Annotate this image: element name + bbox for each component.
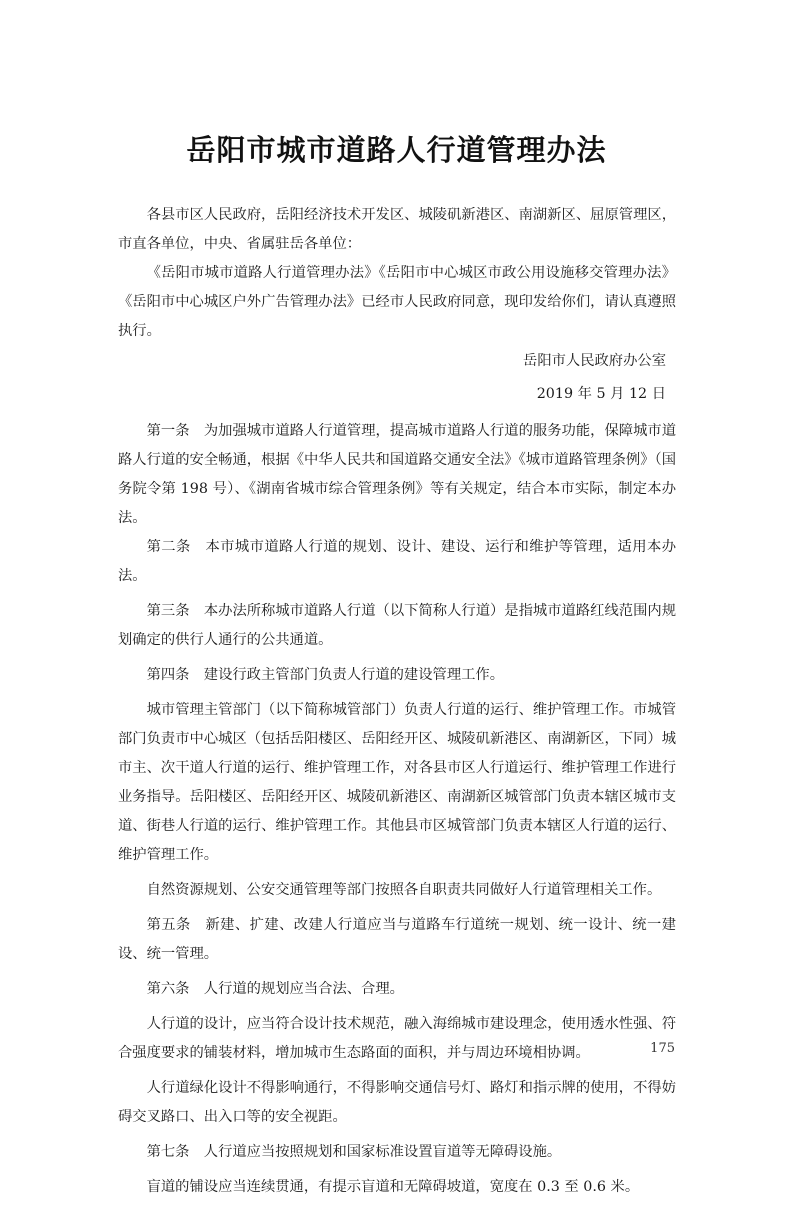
article-6: 第六条 人行道的规划应当合法、合理。 xyxy=(146,981,404,997)
article-2: 第二条 本市城市道路人行道的规划、设计、建设、运行和维护等管理，适用本办法。 xyxy=(118,539,676,584)
article-4-para-3: 自然资源规划、公安交通管理等部门按照各自职责共同做好人行道管理相关工作。 xyxy=(146,882,662,898)
document-title: 岳阳市城市道路人行道管理办法 xyxy=(186,133,607,167)
article-6-para-3: 人行道绿化设计不得影响通行，不得影响交通信号灯、路灯和指示牌的使用，不得妨碍交叉路口、出入口等的安全视距。 xyxy=(118,1080,676,1125)
document-body xyxy=(118,201,676,1208)
page-number: 175 xyxy=(650,1041,675,1056)
addressee-paragraph: 各县市区人民政府，岳阳经济技术开发区、城陵矶新港区、南湖新区、屈原管理区，市直各单位，中央、省属驻岳各单位： xyxy=(118,207,676,252)
article-7: 第七条 人行道应当按照规划和国家标准设置盲道等无障碍设施。 xyxy=(146,1144,562,1160)
issue-date: 2019 年 5 月 12 日 xyxy=(536,386,666,402)
article-4: 第四条 建设行政主管部门负责人行道的建设管理工作。 xyxy=(146,667,505,683)
article-4-para-2: 城市管理主管部门（以下简称城管部门）负责人行道的运行、维护管理工作。市城管部门负责市中心城区（包括岳阳楼区、岳阳经开区、城陵矶新港区、南湖新区，下同）城市主、次干道人行道的运行、维护管理工作，对各县市区人行道运行、维护管理工作进行业务指导。岳阳楼区、岳阳经开区、城陵矶新港区、南湖新区城管部门负责本辖区城市支道、街巷人行道的运行、维护管理工作。其他县市区城管部门负责本辖区人行道的运行、维护管理工作。 xyxy=(118,702,676,863)
article-3: 第三条 本办法所称城市道路人行道（以下简称人行道）是指城市道路红线范围内规划确定的供行人通行的公共通道。 xyxy=(118,603,676,648)
notice-paragraph: 《岳阳市城市道路人行道管理办法》《岳阳市中心城区市政公用设施移交管理办法》《岳阳市中心城区户外广告管理办法》已经市人民政府同意，现印发给你们，请认真遵照执行。 xyxy=(118,265,676,339)
article-6-para-2: 人行道的设计，应当符合设计技术规范，融入海绵城市建设理念，使用透水性强、符合强度要求的铺装材料，增加城市生态路面的面积，并与周边环境相协调。 xyxy=(118,1016,676,1061)
article-1: 第一条 为加强城市道路人行道管理，提高城市道路人行道的服务功能，保障城市道路人行道的安全畅通，根据《中华人民共和国道路交通安全法》《城市道路管理条例》（国务院令第 198 号）、《湖南省城市综合管理条例》等有关规定，结合本市实际，制定本办法。 xyxy=(118,423,676,526)
issuer-signature: 岳阳市人民政府办公室 xyxy=(523,353,666,369)
article-5: 第五条 新建、扩建、改建人行道应当与道路车行道统一规划、统一设计、统一建设、统一管理。 xyxy=(118,917,676,962)
article-7-para-2: 盲道的铺设应当连续贯通，有提示盲道和无障碍坡道，宽度在 0.3 至 0.6 米。 xyxy=(146,1179,640,1195)
